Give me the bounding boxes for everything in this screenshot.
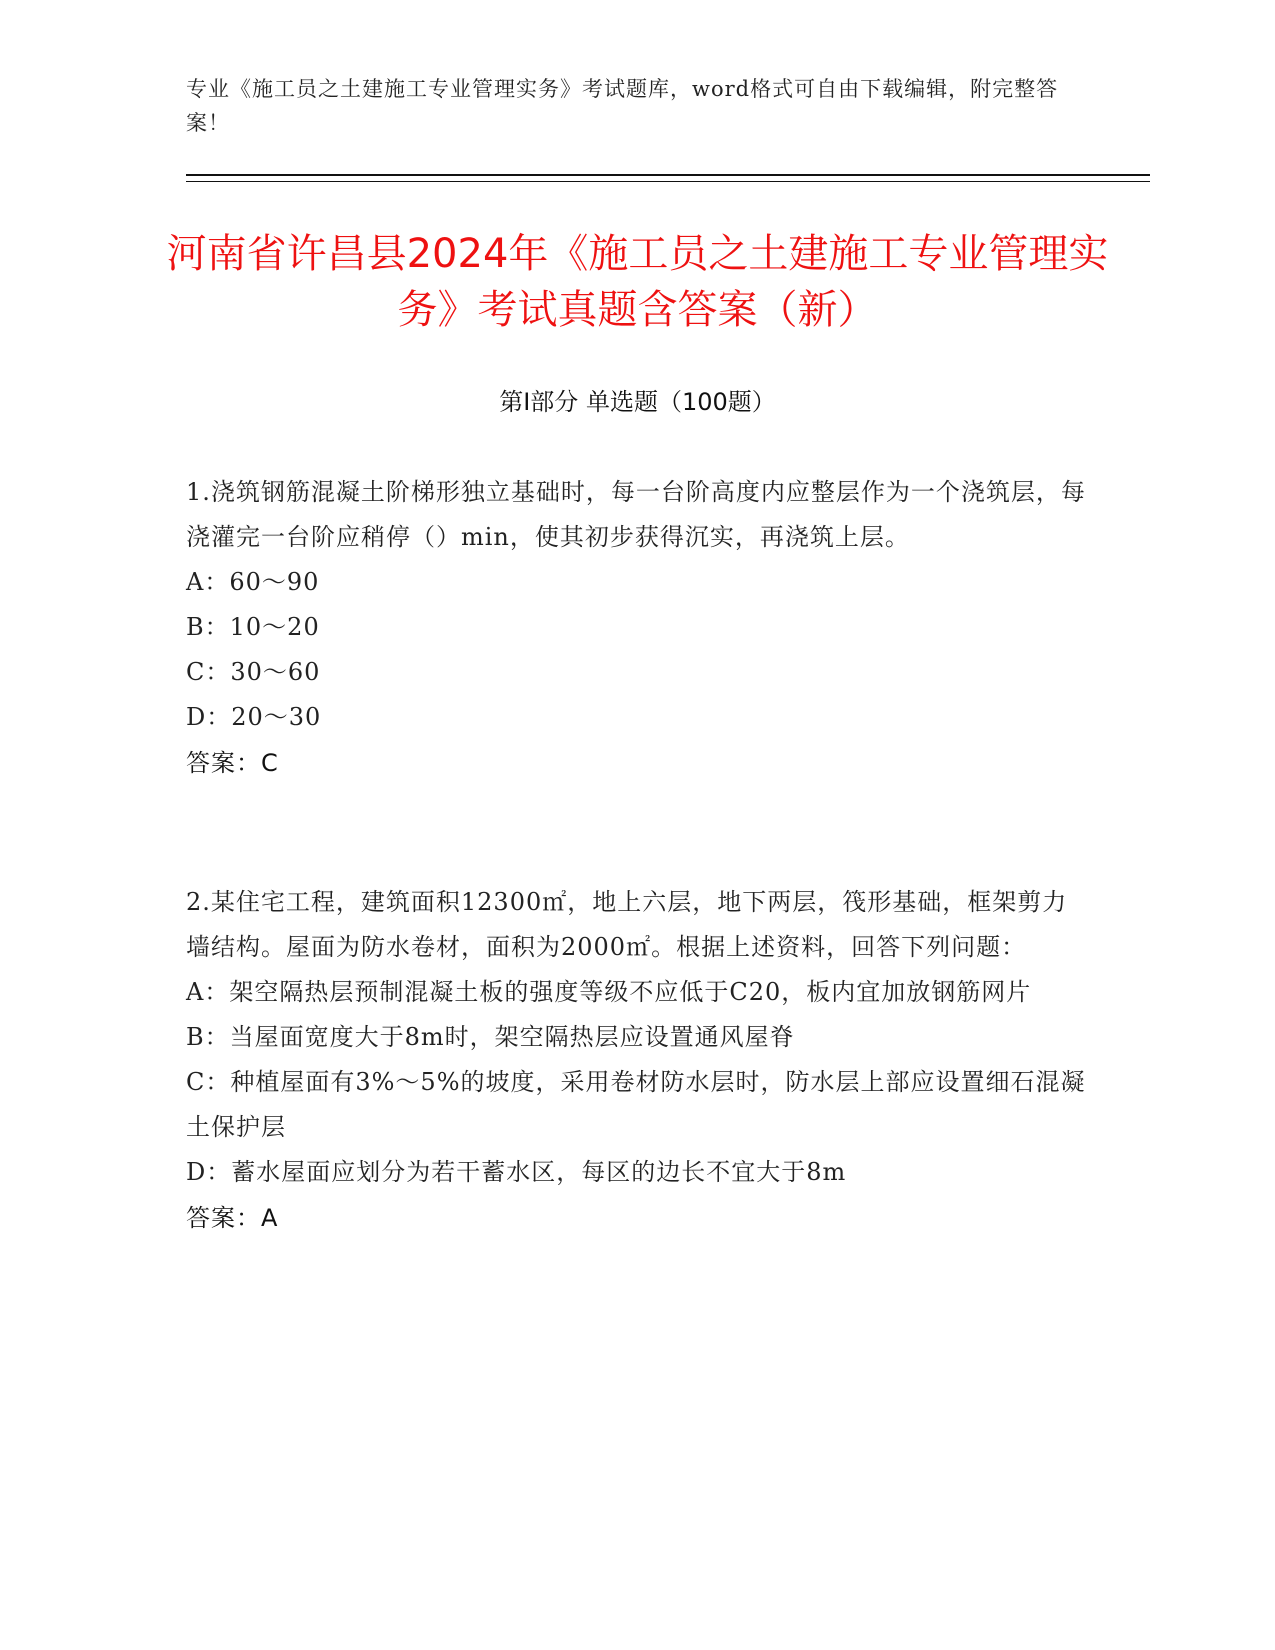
option-d: D：蓄水屋面应划分为若干蓄水区，每区的边长不宜大于8m [186, 1158, 847, 1186]
header-divider-thin [186, 181, 1150, 182]
answer-line: 答案：C [186, 749, 279, 777]
answer-line: 答案：A [186, 1204, 279, 1232]
option-a: A：60～90 [186, 568, 320, 596]
question-stem: 1.浇筑钢筋混凝土阶梯形独立基础时，每一台阶高度内应整层作为一个浇筑层，每浇灌完一台阶应稍停（）min，使其初步获得沉实，再浇筑上层。 [186, 478, 1086, 551]
option-d: D：20～30 [186, 703, 322, 731]
header-divider-thick [186, 174, 1150, 176]
document-title: 河南省许昌县2024年《施工员之土建施工专业管理实务》考试真题含答案（新） [166, 231, 1109, 333]
option-a: A：架空隔热层预制混凝土板的强度等级不应低于C20，板内宜加放钢筋网片 [186, 978, 1032, 1006]
option-b: B：10～20 [186, 613, 320, 641]
question-1 [186, 470, 1086, 786]
question-stem: 2.某住宅工程，建筑面积12300㎡，地上六层，地下两层，筏形基础，框架剪力墙结构。屋面为防水卷材，面积为2000㎡。根据上述资料，回答下列问题： [186, 888, 1068, 961]
option-c: C：种植屋面有3%～5%的坡度，采用卷材防水层时，防水层上部应设置细石混凝土保护层 [186, 1068, 1086, 1141]
header-note: 专业《施工员之土建施工专业管理实务》考试题库，word格式可自由下载编辑，附完整答案！ [186, 77, 1059, 135]
question-2 [186, 880, 1086, 1241]
section-heading: 第Ⅰ部分 单选题（100题） [499, 388, 776, 416]
option-c: C：30～60 [186, 658, 321, 686]
option-b: B：当屋面宽度大于8m时，架空隔热层应设置通风屋脊 [186, 1023, 795, 1051]
